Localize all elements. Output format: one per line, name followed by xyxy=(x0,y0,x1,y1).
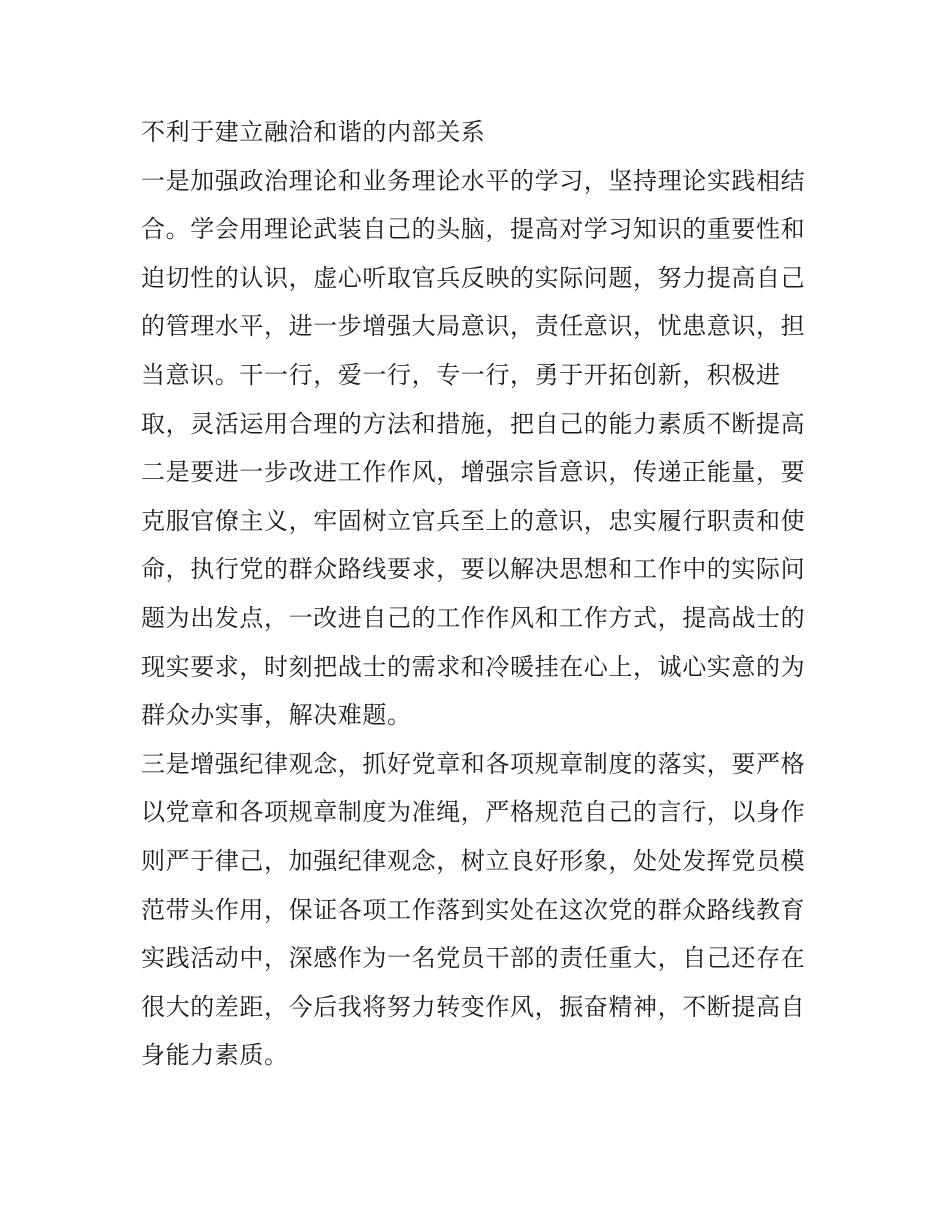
text-line: 取，灵活运用合理的方法和措施，把自己的能力素质不断提高 xyxy=(141,409,806,438)
text-line: 范带头作用，保证各项工作落到实处在这次党的群众路线教育 xyxy=(141,895,806,924)
text-line: 身能力素质。 xyxy=(141,1041,289,1070)
text-line: 现实要求，时刻把战士的需求和冷暖挂在心上，诚心实意的为 xyxy=(141,652,806,681)
text-line: 则严于律己，加强纪律观念，树立良好形象，处处发挥党员模 xyxy=(141,846,806,875)
text-line: 二是要进一步改进工作作风，增强宗旨意识，传递正能量，要 xyxy=(141,458,806,487)
text-line: 不利于建立融洽和谐的内部关系 xyxy=(141,118,486,146)
text-line: 群众办实事，解决难题。 xyxy=(141,701,412,730)
text-line: 一是加强政治理论和业务理论水平的学习，坚持理论实践相结 xyxy=(141,166,806,195)
text-line: 的管理水平，进一步增强大局意识，责任意识，忧患意识，担 xyxy=(141,312,806,341)
text-line: 当意识。干一行，爱一行，专一行，勇于开拓创新，积极进 xyxy=(141,360,781,389)
text-line: 以党章和各项规章制度为准绳，严格规范自己的言行，以身作 xyxy=(141,798,806,827)
text-line: 迫切性的认识，虚心听取官兵反映的实际问题，努力提高自己 xyxy=(141,263,806,292)
document-body xyxy=(141,108,821,1080)
text-line: 题为出发点，一改进自己的工作作风和工作方式，提高战士的 xyxy=(141,603,806,632)
text-line: 很大的差距，今后我将努力转变作风，振奋精神，不断提高自 xyxy=(141,992,806,1021)
text-line: 命，执行党的群众路线要求，要以解决思想和工作中的实际问 xyxy=(141,555,806,584)
text-line: 克服官僚主义，牢固树立官兵至上的意识，忠实履行职责和使 xyxy=(141,506,806,535)
text-line: 三是增强纪律观念，抓好党章和各项规章制度的落实，要严格 xyxy=(141,749,806,778)
text-line: 实践活动中，深感作为一名党员干部的责任重大，自己还存在 xyxy=(141,944,806,973)
text-line: 合。学会用理论武装自己的头脑，提高对学习知识的重要性和 xyxy=(141,215,806,244)
